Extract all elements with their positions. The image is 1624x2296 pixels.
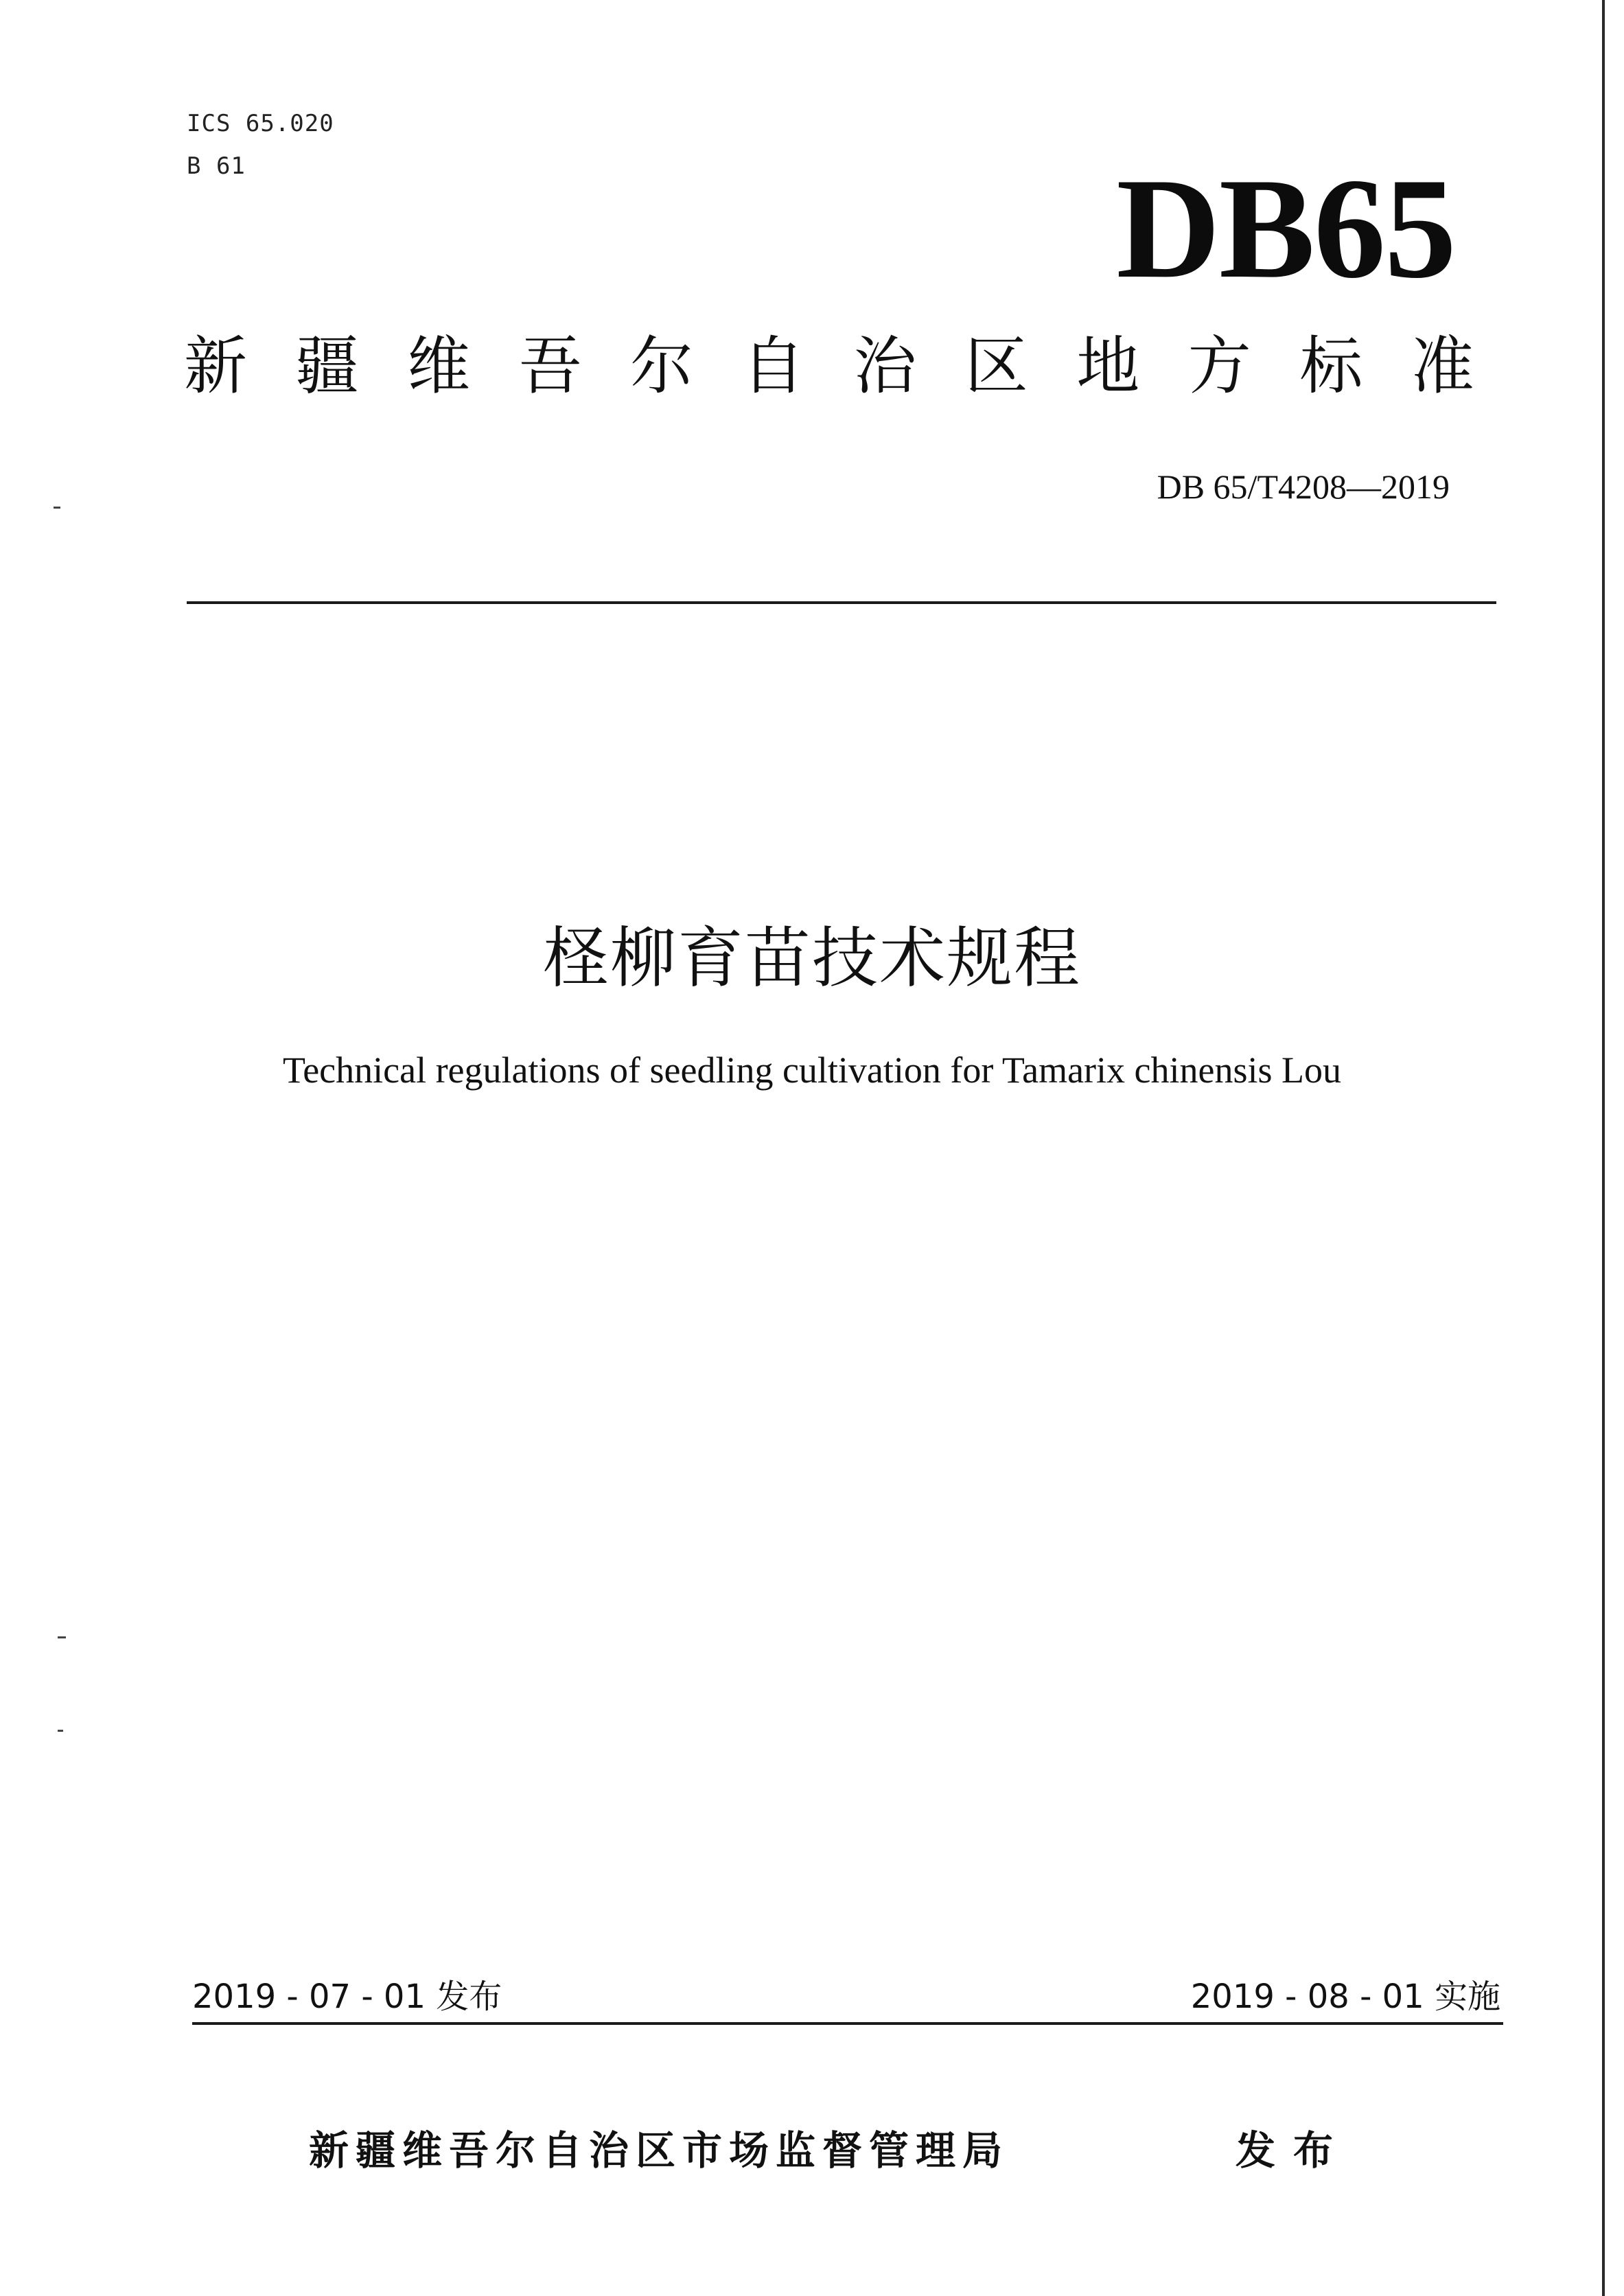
ics-code: ICS 65.020 <box>187 110 334 137</box>
standard-type-char: 标 <box>1299 329 1363 403</box>
title-english: Technical regulations of seedling cultivation for Tamarix chinensis Lou <box>282 1050 1341 1091</box>
scan-speck <box>54 507 60 509</box>
scan-speck <box>58 1636 66 1638</box>
header-divider <box>187 601 1496 604</box>
standard-number: DB 65/T4208—2019 <box>1157 467 1450 506</box>
standard-type-char: 疆 <box>295 329 359 403</box>
standard-type-char: 治 <box>853 329 917 403</box>
scan-edge-line <box>1602 0 1605 2296</box>
issue-date: 2019 - 07 - 01 发布 <box>192 1978 502 2016</box>
standard-type-char: 吾 <box>518 329 582 403</box>
standard-type-char: 维 <box>407 329 471 403</box>
scan-speck <box>58 1730 63 1732</box>
standard-type-char: 方 <box>1187 329 1251 403</box>
standard-type-heading <box>184 329 1474 403</box>
ccs-code: B 61 <box>187 152 246 180</box>
title-chinese: 柽柳育苗技术规程 <box>543 920 1081 997</box>
implementation-date: 2019 - 08 - 01 实施 <box>1190 1978 1500 2016</box>
standard-type-char: 尔 <box>630 329 694 403</box>
standard-type-char: 新 <box>184 329 248 403</box>
standard-type-char: 自 <box>741 329 805 403</box>
footer-divider <box>192 2022 1503 2025</box>
standard-type-char: 区 <box>964 329 1028 403</box>
publisher-name: 新疆维吾尔自治区市场监督管理局 <box>309 2127 1010 2174</box>
standard-logo: DB65 <box>1116 149 1455 308</box>
standard-type-char: 准 <box>1411 329 1474 403</box>
publish-label: 发布 <box>1236 2127 1352 2174</box>
standard-type-char: 地 <box>1076 329 1140 403</box>
